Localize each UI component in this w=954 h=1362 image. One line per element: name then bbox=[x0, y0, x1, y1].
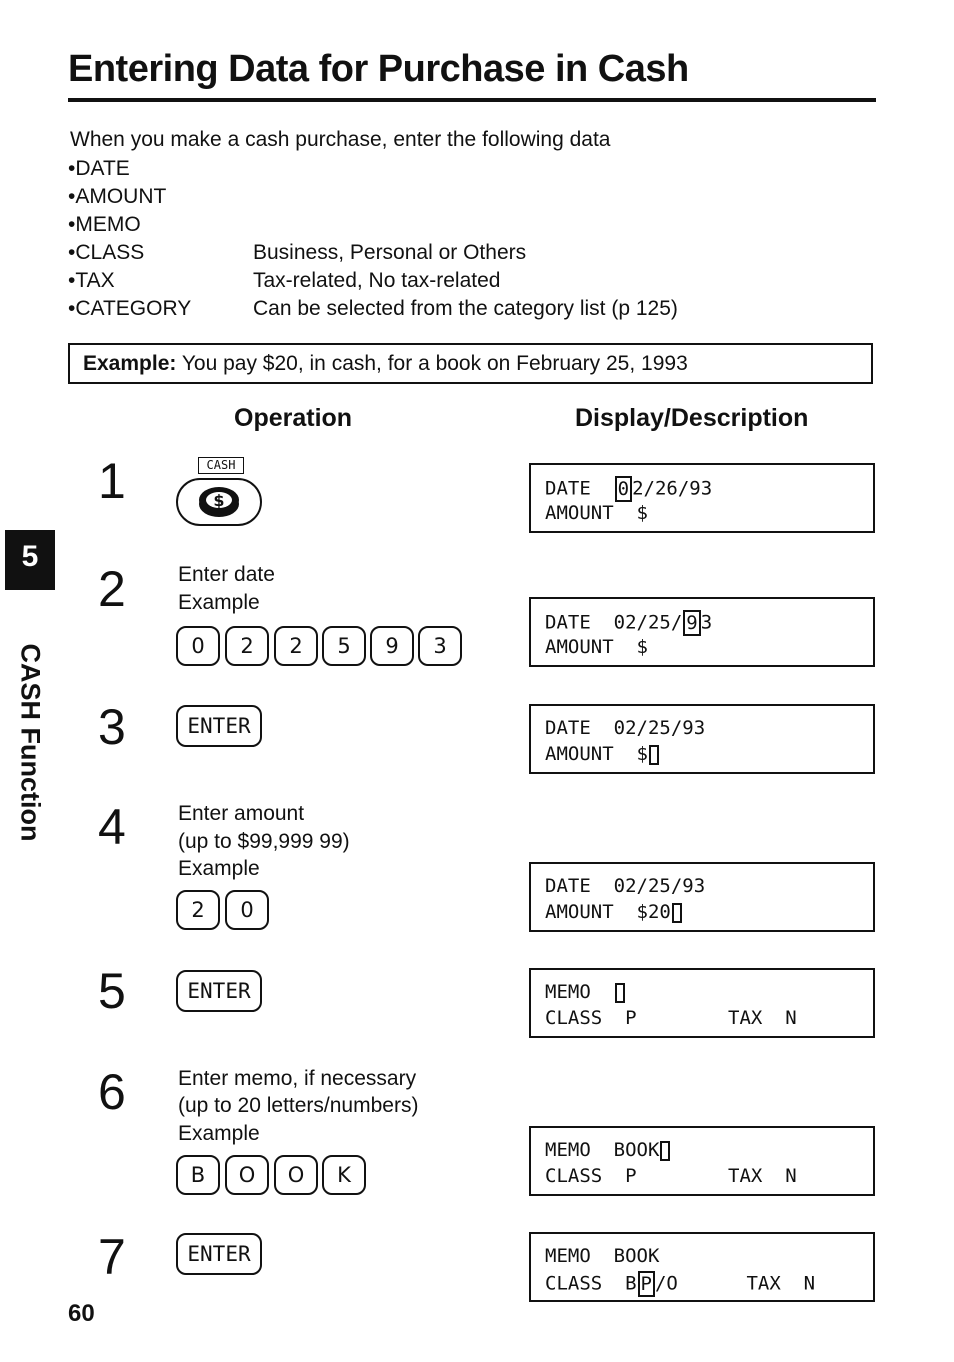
enter-key[interactable]: ENTER bbox=[176, 705, 262, 747]
operation-heading: Operation bbox=[234, 404, 353, 432]
enter-key[interactable]: ENTER bbox=[176, 970, 262, 1012]
intro-text: When you make a cash purchase, enter the following data bbox=[70, 128, 611, 151]
title-rule bbox=[68, 98, 876, 102]
step-number: 7 bbox=[98, 1229, 126, 1285]
key-2[interactable]: 2 bbox=[176, 890, 220, 930]
field-item: •AMOUNT bbox=[68, 185, 167, 208]
lcd-display-2: DATE 02/25/ 9 3 AMOUNT $ bbox=[529, 597, 875, 667]
step-text: Enter date bbox=[178, 563, 275, 586]
step-number: 6 bbox=[98, 1064, 126, 1120]
lcd-display-5: MEMO CLASS P TAX N bbox=[529, 968, 875, 1038]
lcd-display-7: MEMO BOOK CLASS B P /O TAX N bbox=[529, 1232, 875, 1302]
enter-key[interactable]: ENTER bbox=[176, 1233, 262, 1275]
page-title: Entering Data for Purchase in Cash bbox=[68, 48, 689, 90]
field-item: •MEMO bbox=[68, 213, 141, 236]
lcd-display-6: MEMO BOOK CLASS P TAX N bbox=[529, 1126, 875, 1196]
step-text: (up to 20 letters/numbers) bbox=[178, 1094, 419, 1117]
key-9[interactable]: 9 bbox=[370, 626, 414, 666]
key-2[interactable]: 2 bbox=[225, 626, 269, 666]
step-text: Enter amount bbox=[178, 802, 305, 825]
step-number: 5 bbox=[98, 963, 126, 1019]
key-5[interactable]: 5 bbox=[322, 626, 366, 666]
key-k[interactable]: K bbox=[322, 1155, 366, 1195]
step-text: Example bbox=[178, 1122, 260, 1145]
lcd-display-4: DATE 02/25/93 AMOUNT $20 bbox=[529, 862, 875, 932]
chapter-number: 5 bbox=[21, 540, 39, 573]
field-item: •CLASS Business, Personal or Others bbox=[68, 241, 527, 264]
example-box bbox=[68, 343, 873, 384]
cursor: P bbox=[638, 1271, 655, 1297]
chapter-tab bbox=[5, 530, 55, 590]
key-2[interactable]: 2 bbox=[274, 626, 318, 666]
step-number: 3 bbox=[98, 699, 126, 755]
key-0[interactable]: 0 bbox=[225, 890, 269, 930]
step-number: 4 bbox=[98, 799, 126, 855]
cursor bbox=[615, 983, 625, 1003]
cursor bbox=[649, 745, 659, 765]
cursor: 9 bbox=[683, 610, 700, 636]
display-heading: Display/Description bbox=[575, 404, 809, 432]
step-text: Enter memo, if necessary bbox=[178, 1067, 417, 1090]
key-o[interactable]: O bbox=[274, 1155, 318, 1195]
step-text: Example bbox=[178, 857, 260, 880]
coin-icon bbox=[188, 482, 250, 522]
page-number: 60 bbox=[68, 1300, 95, 1327]
chapter-label: CASH Function bbox=[15, 643, 46, 842]
cursor bbox=[672, 903, 682, 923]
cursor bbox=[660, 1141, 670, 1161]
field-item: •CATEGORY Can be selected from the category list (p 125) bbox=[68, 297, 678, 320]
lcd-display-3: DATE 02/25/93 AMOUNT $ bbox=[529, 704, 875, 774]
step-text: Example bbox=[178, 591, 260, 614]
field-item: •DATE bbox=[68, 157, 130, 180]
step-number: 1 bbox=[98, 453, 126, 509]
field-item: •TAX Tax-related, No tax-related bbox=[68, 269, 501, 292]
step-number: 2 bbox=[98, 561, 126, 617]
key-0[interactable]: 0 bbox=[176, 626, 220, 666]
key-o[interactable]: O bbox=[225, 1155, 269, 1195]
svg-text:$: $ bbox=[213, 491, 225, 510]
key-3[interactable]: 3 bbox=[418, 626, 462, 666]
cash-key-label: CASH bbox=[198, 457, 244, 474]
step-text: (up to $99,999 99) bbox=[178, 830, 350, 853]
cursor: 0 bbox=[615, 476, 632, 502]
example-text: Example: You pay $20, in cash, for a book on February 25, 1993 bbox=[83, 352, 688, 375]
lcd-display-1: DATE 0 2/26/93 AMOUNT $ bbox=[529, 463, 875, 533]
key-b[interactable]: B bbox=[176, 1155, 220, 1195]
